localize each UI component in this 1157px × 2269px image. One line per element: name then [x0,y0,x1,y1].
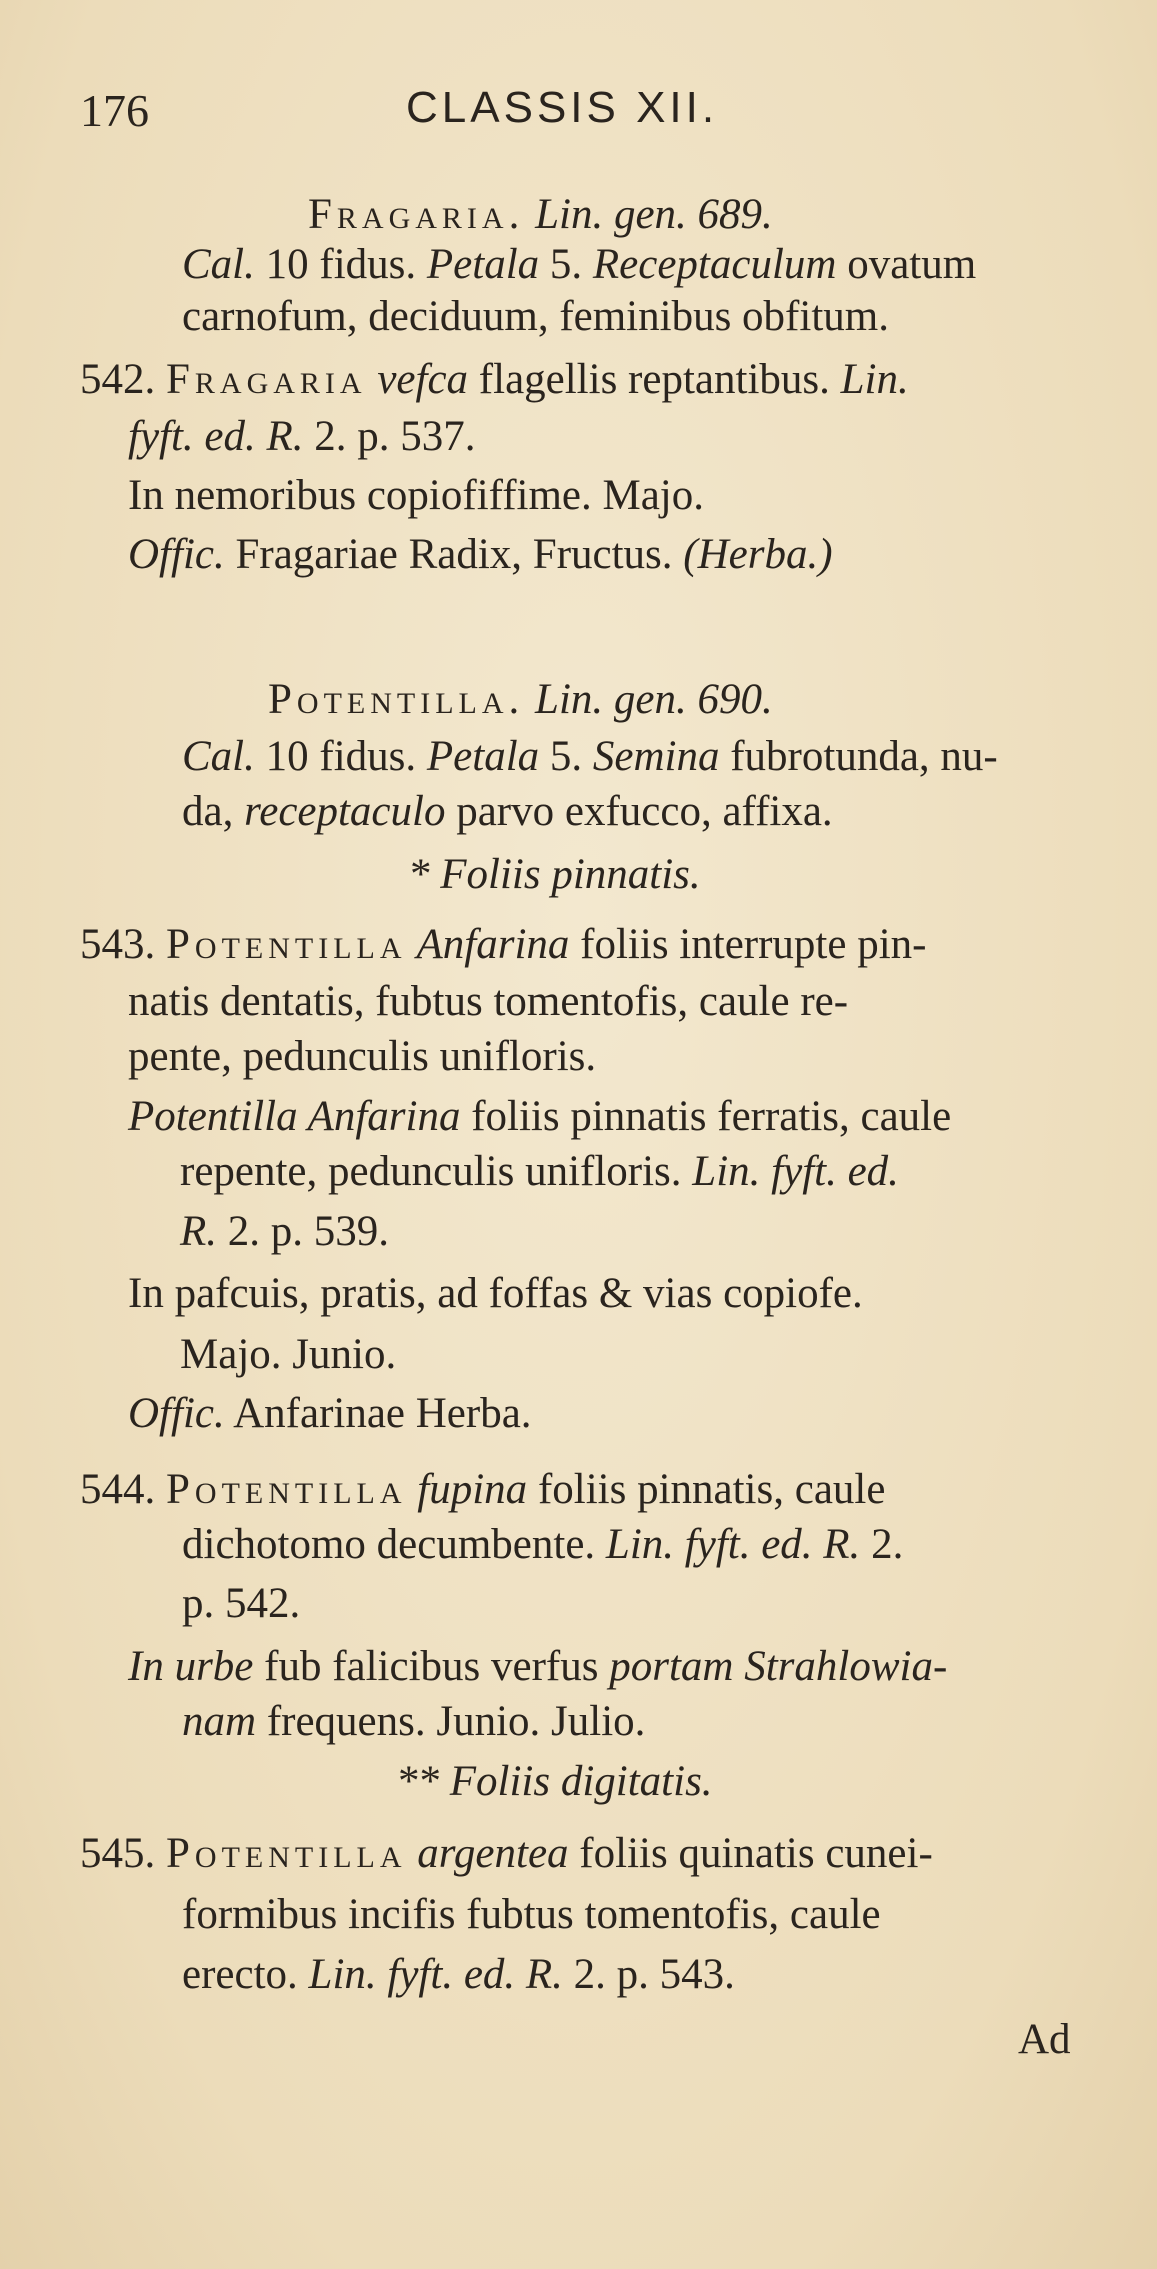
text-line [268,678,773,721]
text-line [80,358,909,401]
text-segment: Cal. [182,733,255,780]
text-segment: repente, pedunculis unifloris. [180,1148,693,1195]
text-segment: Potentilla [166,921,407,968]
text-line [80,1832,933,1875]
text-segment: Lin. gen. [524,191,687,238]
text-segment: erecto. [182,1951,309,1998]
text-segment: receptaculo [244,788,446,835]
text-segment: fubrotunda, nu- [719,733,998,780]
text-line [180,1333,396,1376]
text-segment: ovatum [836,241,977,288]
text-segment: Semina [592,733,720,780]
text-segment: flagellis reptantibus. [468,356,841,403]
text-segment: fyft. ed. R. [128,413,304,460]
text-line [128,1272,863,1315]
text-segment: Ad [1018,2016,1071,2063]
text-line [308,193,773,236]
text-segment: ** Foliis digitatis. [396,1758,713,1805]
text-line [128,980,848,1023]
text-segment: Anfarinae Herba. [224,1390,532,1437]
running-title: CLASSIS XII. [406,83,719,132]
text-segment: dichotomo decumbente. [182,1521,606,1568]
text-segment: Potentilla [166,1466,407,1513]
text-segment: Lin. fyft. ed. [692,1148,899,1195]
text-segment: 10 fidus. [254,241,427,288]
text-segment: natis dentatis, fubtus tomentofis, caule re- [128,978,849,1025]
text-line [80,923,926,966]
text-line [182,735,998,778]
text-line [182,243,976,286]
text-segment: Offic. [128,1390,225,1437]
text-segment: In urbe [128,1643,254,1690]
text-line [180,1150,899,1193]
text-segment: 2. p. 539. [217,1208,390,1255]
text-segment: Fragariae Radix, Fructus. [224,531,684,578]
text-segment: frequens. Junio. Julio. [256,1698,646,1745]
text-line [396,1760,713,1803]
text-line [180,1210,389,1253]
text-line [182,1700,645,1743]
text-segment: 543. [80,921,166,968]
text-segment: R. [180,1208,218,1255]
text-segment: foliis pinnatis ferratis, caule [460,1093,952,1140]
text-line [128,1392,532,1435]
text-segment: 10 fidus. [254,733,427,780]
text-segment: vefca [366,356,469,403]
text-line [128,1035,596,1078]
text-segment: 689. [686,191,773,238]
text-line [128,474,704,517]
text-segment: Petala [426,733,540,780]
text-line [128,415,476,458]
text-segment: 542. [80,356,166,403]
text-line [182,1953,735,1996]
text-segment: formibus incifis fubtus tomentofis, caule [182,1891,881,1938]
text-line [182,790,833,833]
text-segment: In pafcuis, pratis, ad foffas & vias copiofe. [128,1270,863,1317]
text-segment: argentea [406,1830,569,1877]
text-line [182,1582,300,1625]
text-segment: Potentilla Anfarina [128,1093,461,1140]
text-segment: carnofum, deciduum, feminibus obfitum. [182,293,889,340]
text-segment: foliis pinnatis, caule [527,1466,886,1513]
text-line [408,853,701,896]
text-segment: Lin. [840,356,909,403]
text-segment: 5. [539,241,593,288]
text-segment: Lin. gen. [524,676,687,723]
text-segment: 690. [686,676,773,723]
text-segment: Potentilla [166,1830,407,1877]
text-segment: foliis interrupte pin- [569,921,927,968]
page-number: 176 [80,85,149,136]
text-segment: Petala [426,241,540,288]
text-segment: 5. [539,733,593,780]
text-segment: fupina [406,1466,528,1513]
text-segment: (Herba.) [683,531,833,578]
text-segment: foliis quinatis cunei- [568,1830,933,1877]
text-segment: fub falicibus verfus [253,1643,610,1690]
text-line [128,533,833,576]
text-segment: Fragaria. [308,191,525,238]
text-line [182,1893,881,1936]
text-line [128,1645,947,1688]
text-segment: portam Strahlowia- [609,1643,948,1690]
text-segment: pente, pedunculis unifloris. [128,1033,597,1080]
text-segment: Offic. [128,531,225,578]
text-segment: Lin. fyft. ed. R. [308,1951,563,1998]
text-segment: In nemoribus copiofiffime. Majo. [128,472,705,519]
text-segment: 544. [80,1466,166,1513]
text-segment: parvo exfucco, affixa. [445,788,833,835]
text-segment: da, [182,788,245,835]
text-line [80,1468,885,1511]
text-segment: Majo. Junio. [180,1331,397,1378]
text-line [182,1523,903,1566]
text-segment: 2. [860,1521,904,1568]
text-segment: Potentilla. [268,676,525,723]
text-segment: Cal. [182,241,255,288]
catchword [1018,2018,1071,2061]
text-segment: * Foliis pinnatis. [408,851,701,898]
text-segment: 2. p. 543. [562,1951,735,1998]
text-line [182,295,889,338]
text-segment: Fragaria [166,356,367,403]
text-segment: 545. [80,1830,166,1877]
text-line [128,1095,951,1138]
text-segment: 2. p. 537. [303,413,476,460]
text-segment: Lin. fyft. ed. R. [605,1521,861,1568]
text-segment: p. 542. [182,1580,301,1627]
text-segment: Receptaculum [592,241,837,288]
text-segment: nam [182,1698,257,1745]
text-segment: Anfarina [406,921,570,968]
